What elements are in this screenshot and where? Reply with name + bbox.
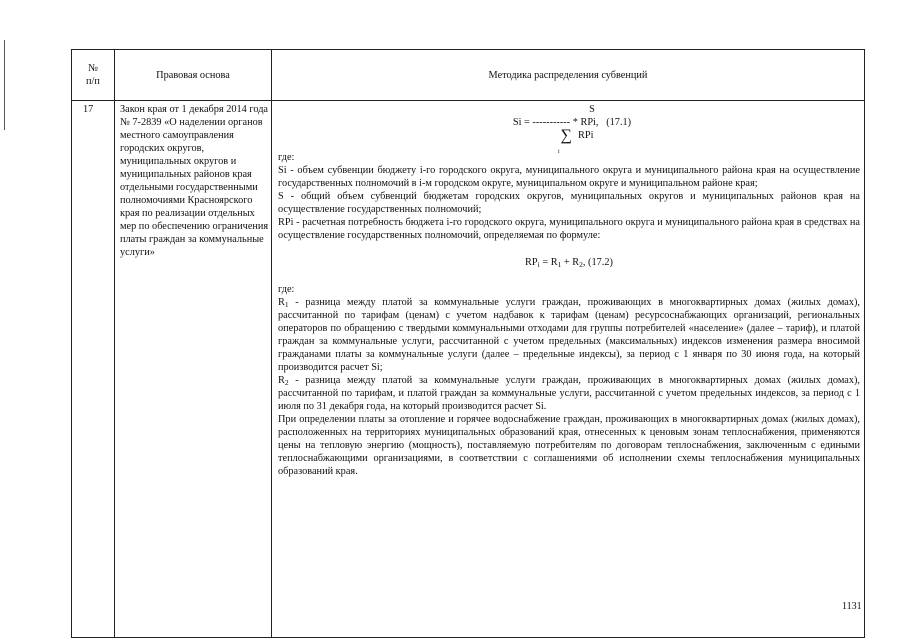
header-legal-basis: Правовая основа [115,50,272,101]
subvention-table [71,49,865,638]
formula-numerator: S [589,104,595,115]
methodology-cell [272,101,865,638]
row-number: 17 [72,101,115,638]
legal-basis-text: Закон края от 1 декабря 2014 года № 7-2839 «О наделении органов местного самоуправления городских округов, муниципальных округов и муниципальных районов края отдельными государственными полномочиями Красноярского края по реализации отдельных мер по обеспечению ограничения платы граждан за коммунальные услуги» [115,101,272,638]
formula-17-1 [482,103,662,155]
where-label-2: где: [278,284,295,295]
definition-r2: $R_2$ - разница между платой за коммунальные услуги граждан, проживающих в многоквартирных домах (жилых домах), рассчитанной по тарифам, и платой граждан за коммунальные услуги, рассчитанной с учетом предельных индексов, за период с 1 июля по 31 декабря года, на который производится расчет Si. [278,375,860,412]
definition-r1: $R_1$ - разница между платой за коммунальные услуги граждан, проживающих в многоквартирных домах (жилых домах), рассчитанной по тарифам (ценам) с учетом надбавок к тарифам (ценам) ресурсоснабжающих организаций, региональных операторов по обращению с твердыми коммунальными отходами для группы потребителей «население» (далее – тариф), и платой граждан за коммунальные услуги, рассчитанной с учетом предельных (максимальных) индексов изменения размера вносимой гражданами платы за коммунальные услуги (далее – предельные индексы), за период с 1 января по 30 июня года, на который производится расчет Si; [278,297,860,373]
heating-note: При определении платы за отопление и горячее водоснабжение граждан, проживающих в многоквартирных домах (жилых домах), расположенных на территориях муниципальных образований края, отнесенных к ценовым зонам теплоснабжения, применяются цены на тепловую энергию (мощность), поставляемую потребителям по договорам теплоснабжения, заключенным с едиными теплоснабжающими организациями, в соответствии с соглашениями об исполнении схемы теплоснабжения муниципальных образований края. [278,414,860,477]
header-number: № п/п [72,50,115,101]
table-row [72,101,865,638]
definition-rpi: RPi - расчетная потребность бюджета i-го городского округа, муниципального округа и муниципального района края в средствах на осуществление государственных полномочий, определяемая по формуле: [278,217,860,241]
definition-s: S - общий объем субвенций бюджетам городских округов, муниципальных округов и муниципальных районов края на осуществление государственных полномочий; [278,191,860,215]
definition-si: Si - объем субвенции бюджету i-го городского округа, муниципального округа и муниципального района края на осуществление государственных полномочий в i-м городском округе, муниципальном округе и муниципальном районе края; [278,165,860,189]
header-methodology: Методика распределения субвенций [272,50,865,101]
page-number: 1131 [842,601,862,612]
where-label-1: где: [278,152,295,163]
formula-denominator: ∑ RPi [560,127,594,144]
sum-index: i [558,149,560,155]
formula-main: Si = ----------- * RPi, (17.1) [512,117,632,128]
table-header-row [72,50,865,101]
sigma-icon: ∑ [560,127,572,144]
scan-margin-line [4,40,5,130]
formula-17-2: $RP_i = R_1 + R_2$, (17.2) [525,257,613,269]
